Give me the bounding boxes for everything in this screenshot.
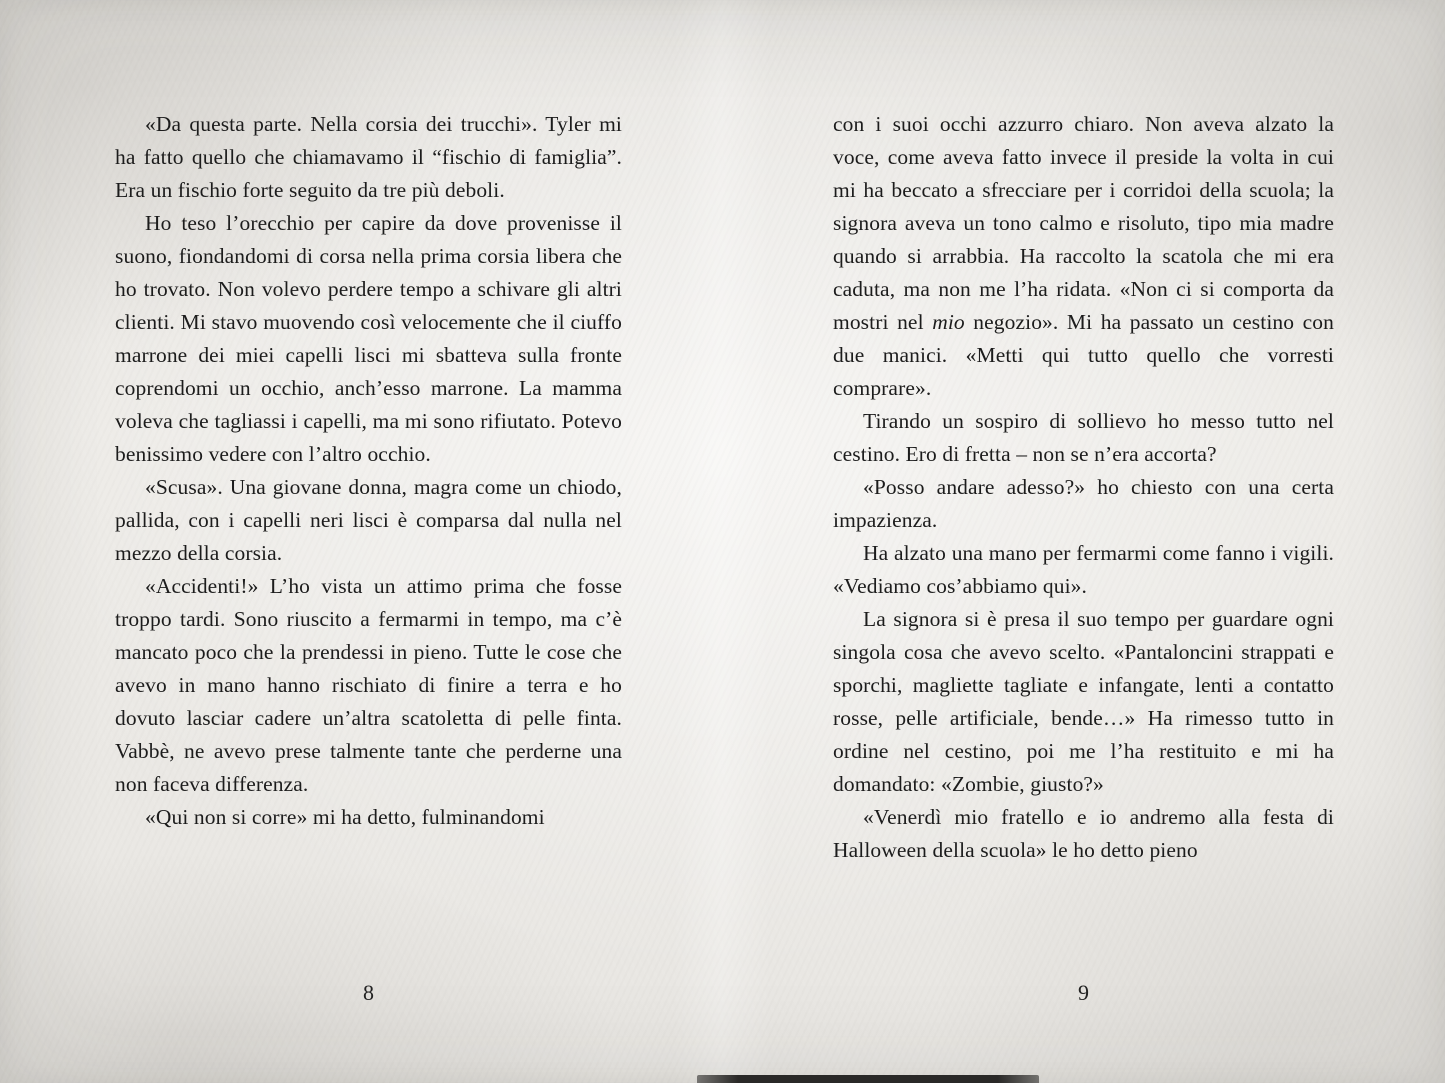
paragraph bbox=[833, 801, 1334, 867]
paragraph bbox=[833, 108, 1334, 405]
paragraph bbox=[115, 108, 622, 207]
page-left-number: 8 bbox=[363, 980, 374, 1005]
paragraph bbox=[115, 801, 622, 834]
body-text: «Scusa». Una giovane donna, magra come un chiodo, pallida, con i capelli neri lisci è comparsa dal nulla nel mezzo della corsia. bbox=[115, 475, 622, 565]
body-text: con i suoi occhi azzurro chiaro. Non aveva alzato la voce, come aveva fatto invece il preside la volta in cui mi ha beccato a sfrecciare per i corridoi della scuola; la signora aveva un tono calmo e risoluto, tipo mia madre quando si arrabbia. Ha raccolto la scatola che mi era caduta, ma non me l’ha ridata. «Non ci si comporta da mostri nel bbox=[833, 112, 1334, 334]
body-text: Tirando un sospiro di sollievo ho messo tutto nel cestino. Ero di fretta – non se n’era accorta? bbox=[833, 409, 1334, 466]
emphasized-text: mio bbox=[932, 310, 965, 334]
page-left-text bbox=[115, 108, 622, 834]
paragraph bbox=[833, 537, 1334, 603]
paragraph bbox=[115, 471, 622, 570]
body-text: «Accidenti!» L’ho vista un attimo prima che fosse troppo tardi. Sono riuscito a fermarmi in tempo, ma c’è mancato poco che la prendessi in pieno. Tutte le cose che avevo in mano hanno rischiato di finire a terra e ho dovuto lasciar cadere un’altra scatoletta di pelle finta. Vabbè, ne avevo prese talmente tante che perderne una non faceva differenza. bbox=[115, 574, 622, 796]
page-gutter-highlight bbox=[672, 0, 772, 1083]
body-text: negozio». Mi ha passato un cestino con due manici. «Metti qui tutto quello che vorresti comprare». bbox=[833, 310, 1334, 400]
paragraph bbox=[115, 570, 622, 801]
paragraph bbox=[115, 207, 622, 471]
body-text: «Da questa parte. Nella corsia dei trucchi». Tyler mi ha fatto quello che chiamavamo il “fischio di famiglia”. Era un fischio forte seguito da tre più deboli. bbox=[115, 112, 622, 202]
body-text: Ho teso l’orecchio per capire da dove provenisse il suono, fiondandomi di corsa nella prima corsia libera che ho trovato. Non volevo perdere tempo a schivare gli altri clienti. Mi stavo muovendo così velocemente che il ciuffo marrone dei miei capelli lisci mi sbatteva sulla fronte coprendomi un occhio, anch’esso marrone. La mamma voleva che tagliassi i capelli, ma mi sono rifiutato. Potevo benissimo vedere con l’altro occhio. bbox=[115, 211, 622, 466]
paragraph bbox=[833, 603, 1334, 801]
body-text: «Venerdì mio fratello e io andremo alla festa di Halloween della scuola» le ho detto pieno bbox=[833, 805, 1334, 862]
paragraph bbox=[833, 471, 1334, 537]
body-text: «Posso andare adesso?» ho chiesto con una certa impazienza. bbox=[833, 475, 1334, 532]
body-text: Ha alzato una mano per fermarmi come fanno i vigili. «Vediamo cos’abbiamo qui». bbox=[833, 541, 1334, 598]
body-text: La signora si è presa il suo tempo per guardare ogni singola cosa che avevo scelto. «Pantaloncini strappati e sporchi, magliette tagliate e infangate, lenti a contatto rosse, pelle artificiale, bende…» Ha rimesso tutto in ordine nel cestino, poi me l’ha restituito e mi ha domandato: «Zombie, giusto?» bbox=[833, 607, 1334, 796]
body-text: «Qui non si corre» mi ha detto, fulminandomi bbox=[145, 805, 545, 829]
photo-edge-dark-strip bbox=[697, 1075, 1039, 1083]
paragraph bbox=[833, 405, 1334, 471]
page-right-number: 9 bbox=[1078, 980, 1089, 1005]
page-right-text bbox=[833, 108, 1334, 867]
